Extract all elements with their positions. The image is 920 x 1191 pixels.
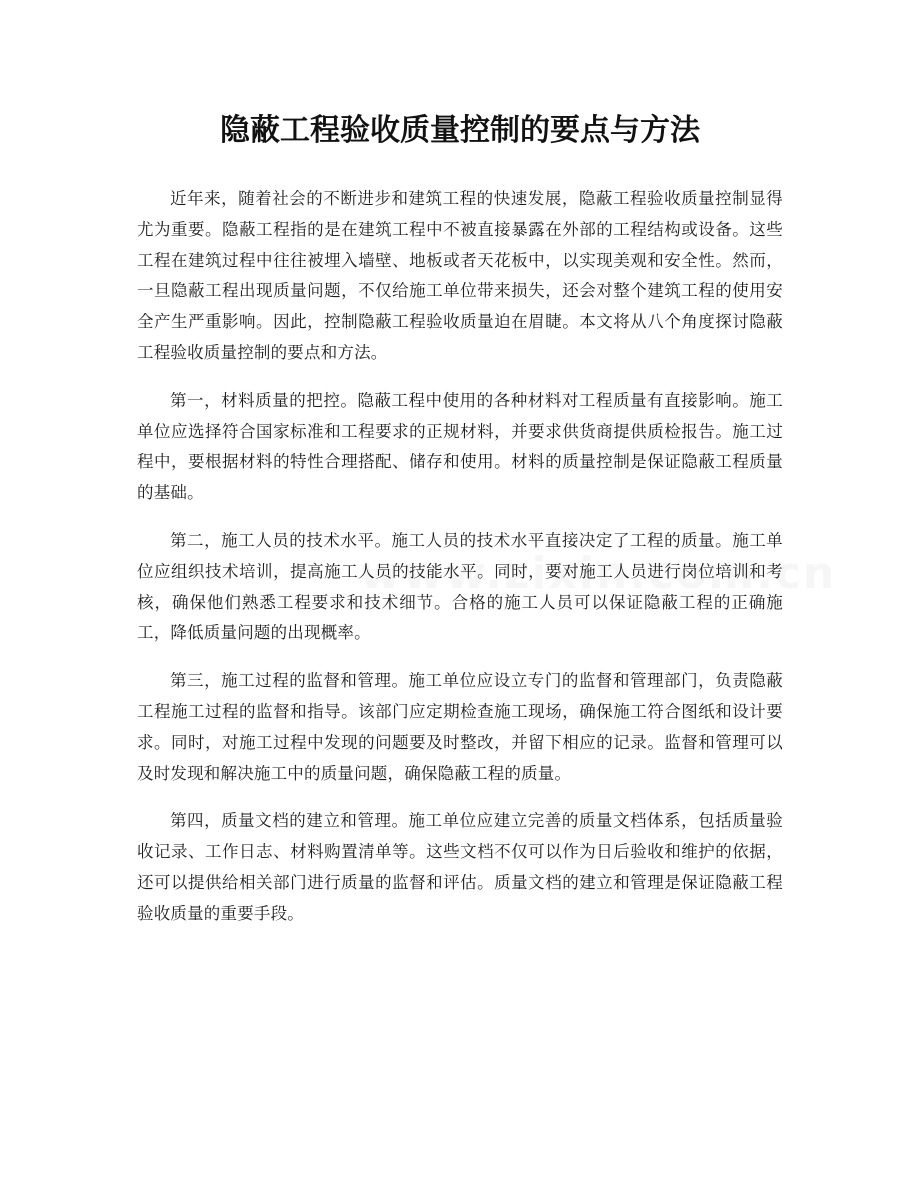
paragraph-documents: 第四，质量文档的建立和管理。施工单位应建立完善的质量文档体系，包括质量验收记录、工作日志、材料购置清单等。这些文档不仅可以作为日后验收和维护的依据，还可以提供给相关部门进行质量的监督和评估。质量文档的建立和管理是保证隐蔽工程验收质量的重要手段。: [137, 811, 783, 923]
paragraph-intro: 近年来，随着社会的不断进步和建筑工程的快速发展，隐蔽工程验收质量控制显得尤为重要。隐蔽工程指的是在建筑工程中不被直接暴露在外部的工程结构或设备。这些工程在建筑过程中往往被埋入墙壁、地板或者天花板中，以实现美观和安全性。然而，一旦隐蔽工程出现质量问题，不仅给施工单位带来损失，还会对整个建筑工程的使用安全产生严重影响。因此，控制隐蔽工程验收质量迫在眉睫。本文将从八个角度探讨隐蔽工程验收质量控制的要点和方法。: [137, 189, 783, 362]
paragraph-supervision: 第三，施工过程的监督和管理。施工单位应设立专门的监督和管理部门，负责隐蔽工程施工过程的监督和指导。该部门应定期检查施工现场，确保施工符合图纸和设计要求。同时，对施工过程中发现的问题要及时整改，并留下相应的记录。监督和管理可以及时发现和解决施工中的质量问题，确保隐蔽工程的质量。: [137, 671, 783, 783]
document-title: 隐蔽工程验收质量控制的要点与方法: [220, 113, 700, 148]
paragraph-materials: 第一，材料质量的把控。隐蔽工程中使用的各种材料对工程质量有直接影响。施工单位应选择符合国家标准和工程要求的正规材料，并要求供货商提供质检报告。施工过程中，要根据材料的特性合理搭配、储存和使用。材料的质量控制是保证隐蔽工程质量的基础。: [137, 390, 783, 503]
document-body: [137, 184, 783, 947]
paragraph-workers: 第二，施工人员的技术水平。施工人员的技术水平直接决定了工程的质量。施工单位应组织技术培训，提高施工人员的技能水平。同时，要对施工人员进行岗位培训和考核，确保他们熟悉工程要求和技术细节。合格的施工人员可以保证隐蔽工程的正确施工，降低质量问题的出现概率。: [137, 530, 783, 643]
